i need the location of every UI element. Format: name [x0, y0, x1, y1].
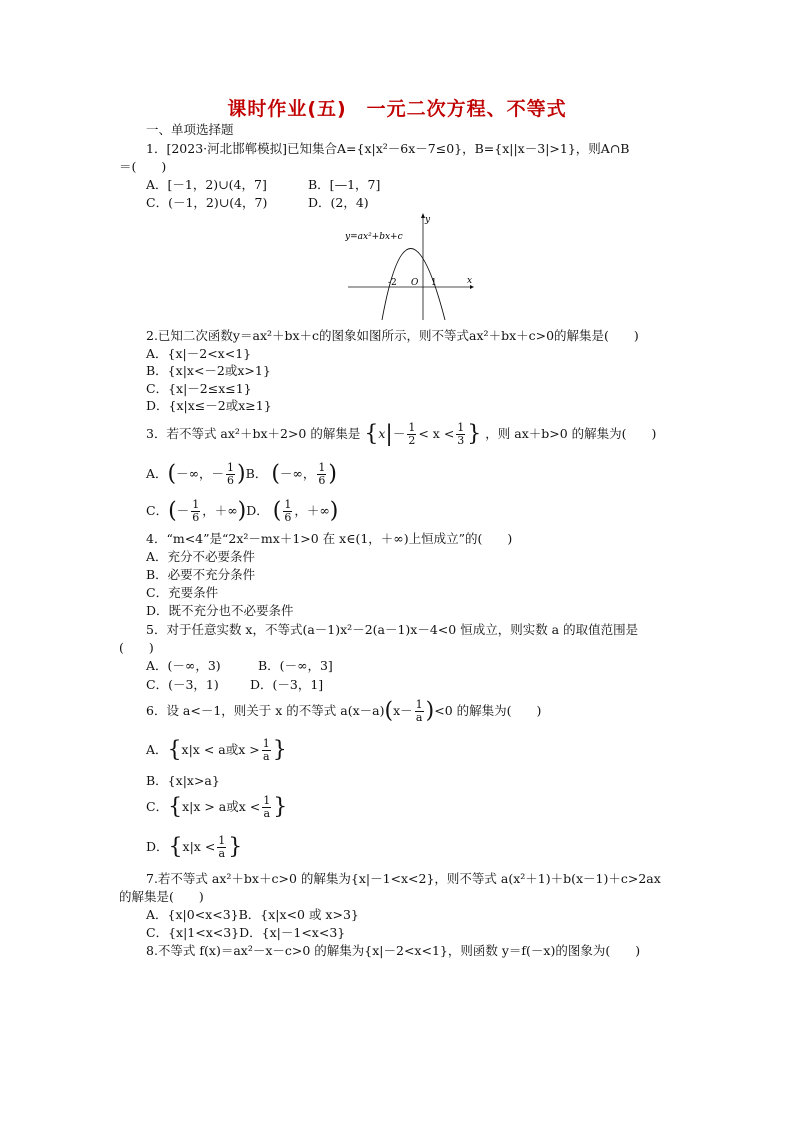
q5-option-b: B．(－∞，3]	[258, 658, 333, 673]
q2-option-b: B．{x|x<－2或x>1}	[146, 363, 271, 378]
q6-d-den: a	[218, 847, 226, 860]
q6-stem-b: <0 的解集为( )	[434, 703, 542, 718]
q3-options-cd: C．(－ $\frac{1}{6}$ ，＋∞)D． ( $\frac{1}{6}$ ，＋∞)	[146, 498, 339, 524]
q3-stem-a: 3．若不等式 ax²＋bx＋2>0 的解集是	[146, 426, 361, 441]
q3-b-prefix: B．	[245, 466, 268, 481]
q7-stem-cont: 的解集是( )	[119, 889, 204, 904]
section-heading: 一、单项选择题	[146, 122, 234, 137]
q7-options-ab: A．{x|0<x<3}B．{x|x<0 或 x>3}	[146, 907, 359, 922]
parabola-graph	[345, 212, 475, 322]
q3-d-prefix: D．	[246, 503, 269, 518]
q3-c-den: 6	[192, 511, 200, 524]
q6-a-text: x|x < a或x >	[181, 742, 260, 757]
q1-stem: 1．[2023·河北邯郸模拟]已知集合A={x|x²－6x－7≤0}，B={x||x－3|>1}，则A∩B	[146, 141, 630, 156]
q3-a-text: －∞，－	[176, 466, 225, 481]
q6-den: a	[415, 711, 423, 724]
q2-option-d: D．{x|x≤－2或x≥1}	[146, 398, 272, 413]
q3-c-prefix: C．	[146, 503, 169, 518]
q3-set-lt: < x <	[418, 426, 455, 441]
q6-c-den: a	[263, 807, 271, 820]
q5-option-d: D．(－3，1]	[250, 677, 324, 692]
q1-option-d: D．(2，4)	[308, 195, 369, 210]
page-title: 课时作业(五) 一元二次方程、不等式	[227, 98, 567, 120]
q6-d-num: 1	[218, 834, 226, 847]
q3-d-tail: ，＋∞	[294, 503, 330, 518]
q6-a-den: a	[262, 750, 270, 763]
q2-option-a: A．{x|－2<x<1}	[146, 346, 252, 361]
q3-b-num: 1	[318, 461, 326, 474]
q3-b-text: －∞，	[279, 466, 316, 481]
q3-third-den: 3	[457, 434, 465, 447]
q5-option-a: A．(－∞，3)	[146, 658, 221, 673]
q4-stem: 4．“m<4”是“2x²－mx＋1>0 在 x∈(1，＋∞)上恒成立”的( )	[146, 531, 513, 546]
q6-c-num: 1	[263, 794, 271, 807]
tick-1: 1	[431, 278, 437, 288]
q6-option-b: B．{x|x>a}	[146, 773, 220, 788]
q3-third-num: 1	[457, 421, 465, 434]
q6-stem-a: 6．设 a<－1，则关于 x 的不等式 a(x－a)	[146, 703, 385, 718]
q6-option-a: A．{x|x < a或x > $\frac{1}{a}$ }	[146, 737, 287, 763]
q6-a-num: 1	[262, 737, 270, 750]
q1-option-b: B．[—1，7]	[308, 177, 381, 192]
q5-option-c: C．(－3，1)	[146, 677, 219, 692]
q3-d-num: 1	[284, 498, 292, 511]
q3-stem-b: ，则 ax＋b>0 的解集为( )	[485, 426, 657, 441]
q1-option-c: C．(－1，2)∪(4，7)	[146, 195, 268, 210]
q3-half-den: 2	[408, 434, 416, 447]
q7-stem: 7.若不等式 ax²＋bx＋c>0 的解集为{x|－1<x<2}，则不等式 a(x²＋1)＋b(x－1)＋c>2ax	[146, 871, 661, 886]
q4-option-a: A．充分不必要条件	[146, 549, 256, 564]
q1-stem-cont: ＝( )	[119, 159, 167, 174]
q6-d-text: x|x <	[182, 839, 216, 854]
q3-stem: 3．若不等式 ax²＋bx＋2>0 的解集是 {x|－ $\frac{1}{2}$ < x < $\frac{1}{3}$ } ，则 ax＋b>0 的解集为( )	[146, 421, 657, 447]
q3-options-ab: A．(－∞，－ $\frac{1}{6}$ )B． (－∞， $\frac{1}{6}$ )	[146, 461, 337, 487]
function-label: y=ax²+bx+c	[345, 232, 403, 242]
q3-d-den: 6	[284, 511, 292, 524]
q3-a-num: 1	[227, 461, 235, 474]
q2-stem: 2.已知二次函数y＝ax²＋bx＋c的图象如图所示，则不等式ax²＋bx＋c>0的解集是( )	[146, 328, 639, 343]
q6-c-text: x|x > a或x <	[182, 799, 261, 814]
q6-stem: 6．设 a<－1，则关于 x 的不等式 a(x－a)(x－ $\frac{1}{a}$ )<0 的解集为( )	[146, 698, 542, 724]
q3-set-minus: －	[392, 426, 406, 441]
q3-set-var: x	[378, 426, 386, 441]
q3-b-den: 6	[318, 474, 326, 487]
q6-num: 1	[415, 698, 423, 711]
q6-d-prefix: D．	[146, 839, 169, 854]
x-axis-label: x	[467, 276, 473, 286]
q3-half-num: 1	[408, 421, 416, 434]
q6-option-d: D．{x|x < $\frac{1}{a}$ }	[146, 834, 243, 860]
q6-a-prefix: A．	[146, 742, 168, 757]
origin-label: O	[411, 278, 419, 288]
q3-c-tail: ，＋∞	[202, 503, 238, 518]
q6-option-c: C．{x|x > a或x < $\frac{1}{a}$ }	[146, 794, 288, 820]
q3-a-prefix: A．	[146, 466, 168, 481]
q5-stem-cont: ( )	[119, 640, 154, 655]
q4-option-d: D．既不充分也不必要条件	[146, 603, 294, 618]
q8-stem: 8.不等式 f(x)＝ax²－x－c>0 的解集为{x|－2<x<1}，则函数 y＝f(－x)的图象为( )	[146, 943, 641, 958]
q5-stem: 5．对于任意实数 x，不等式(a－1)x²－2(a－1)x－4<0 恒成立，则实数 a 的取值范围是	[146, 622, 639, 637]
y-axis-label: y	[425, 215, 431, 225]
q1-option-a: A．[－1，2)∪(4，7]	[146, 177, 267, 192]
q6-c-prefix: C．	[146, 799, 169, 814]
q3-c-num: 1	[192, 498, 200, 511]
q4-option-c: C．充要条件	[146, 585, 219, 600]
q3-a-den: 6	[227, 474, 235, 487]
q3-c-text: －	[176, 503, 190, 518]
q2-option-c: C．{x|－2≤x≤1}	[146, 381, 252, 396]
q7-options-cd: C．{x|1<x<3}D．{x|－1<x<3}	[146, 925, 346, 940]
tick-neg2: -2	[388, 278, 397, 288]
q4-option-b: B．必要不充分条件	[146, 567, 256, 582]
q6-x-minus: x－	[393, 703, 413, 718]
